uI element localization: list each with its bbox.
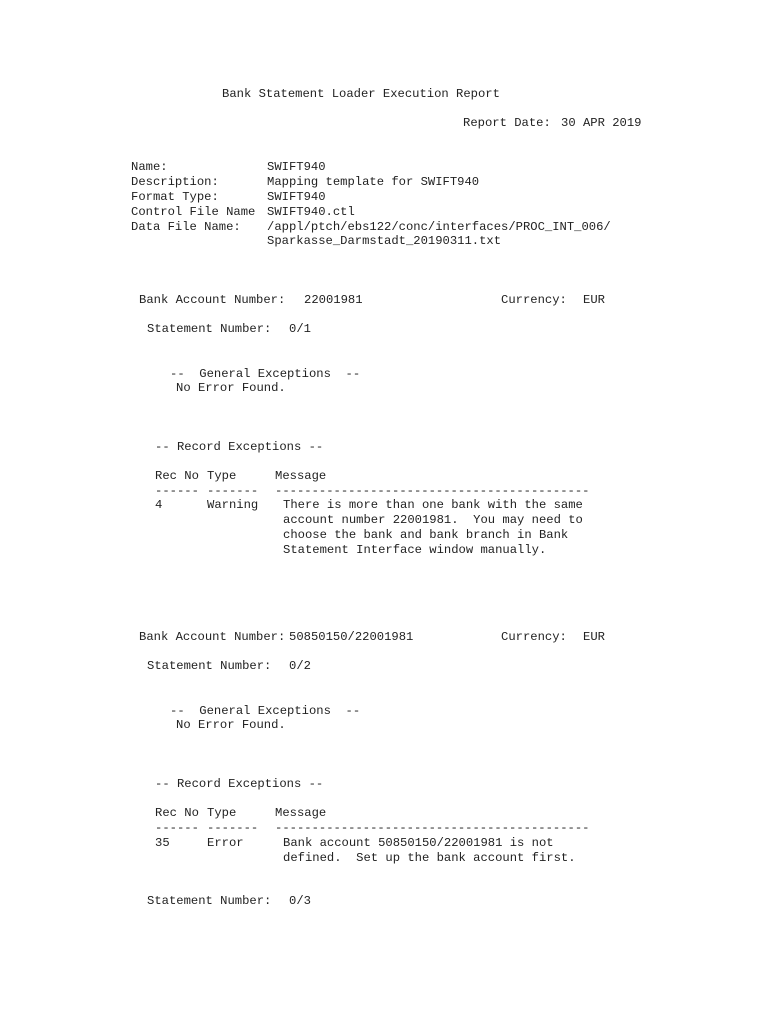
bank-account-value: 22001981 <box>304 293 363 307</box>
bank-account-value: 50850150/22001981 <box>289 630 414 644</box>
control-file-label: Control File Name <box>131 205 256 219</box>
record-rec-no: 35 <box>155 836 170 850</box>
record-message-line: Statement Interface window manually. <box>283 543 547 557</box>
next-statement-number-label: Statement Number: <box>147 894 272 908</box>
separator-message: ------------------------------------------- <box>275 821 590 835</box>
record-message-line: defined. Set up the bank account first. <box>283 851 576 865</box>
record-type: Warning <box>207 498 259 512</box>
record-type: Error <box>207 836 244 850</box>
report-date-label: Report Date: <box>463 116 551 130</box>
data-file-value-line1: /appl/ptch/ebs122/conc/interfaces/PROC_INT_006/ <box>267 220 611 234</box>
statement-number-value: 0/1 <box>289 322 311 336</box>
separator-type: ------- <box>207 821 259 835</box>
column-header-message: Message <box>275 806 327 820</box>
separator-message: ------------------------------------------- <box>275 484 590 498</box>
column-header-type: Type <box>207 806 237 820</box>
statement-number-label: Statement Number: <box>147 659 272 673</box>
column-header-type: Type <box>207 469 237 483</box>
record-exceptions-heading: -- Record Exceptions -- <box>155 440 324 454</box>
format-type-value: SWIFT940 <box>267 190 326 204</box>
separator-type: ------- <box>207 484 259 498</box>
data-file-value-line2: Sparkasse_Darmstadt_20190311.txt <box>267 234 502 248</box>
bank-account-label: Bank Account Number: <box>139 293 286 307</box>
data-file-label: Data File Name: <box>131 220 241 234</box>
record-message-line: There is more than one bank with the same <box>283 498 583 512</box>
currency-label: Currency: <box>501 293 567 307</box>
report-date-value: 30 APR 2019 <box>561 116 642 130</box>
description-value: Mapping template for SWIFT940 <box>267 175 480 189</box>
name-value: SWIFT940 <box>267 160 326 174</box>
statement-number-value: 0/2 <box>289 659 311 673</box>
description-label: Description: <box>131 175 219 189</box>
record-rec-no: 4 <box>155 498 163 512</box>
currency-label: Currency: <box>501 630 567 644</box>
currency-value: EUR <box>583 630 605 644</box>
column-header-rec-no: Rec No <box>155 469 199 483</box>
next-statement-number-value: 0/3 <box>289 894 311 908</box>
bank-account-label: Bank Account Number: <box>139 630 286 644</box>
record-message-line: Bank account 50850150/22001981 is not <box>283 836 554 850</box>
column-header-rec-no: Rec No <box>155 806 199 820</box>
general-exceptions-result: No Error Found. <box>176 381 286 395</box>
general-exceptions-heading: -- General Exceptions -- <box>170 367 361 381</box>
statement-number-label: Statement Number: <box>147 322 272 336</box>
currency-value: EUR <box>583 293 605 307</box>
column-header-message: Message <box>275 469 327 483</box>
record-message-line: account number 22001981. You may need to <box>283 513 583 527</box>
report-title: Bank Statement Loader Execution Report <box>222 87 500 101</box>
record-exceptions-heading: -- Record Exceptions -- <box>155 777 324 791</box>
record-message-line: choose the bank and bank branch in Bank <box>283 528 569 542</box>
separator-rec-no: ------ <box>155 484 199 498</box>
general-exceptions-result: No Error Found. <box>176 718 286 732</box>
general-exceptions-heading: -- General Exceptions -- <box>170 704 361 718</box>
format-type-label: Format Type: <box>131 190 219 204</box>
name-label: Name: <box>131 160 168 174</box>
control-file-value: SWIFT940.ctl <box>267 205 355 219</box>
separator-rec-no: ------ <box>155 821 199 835</box>
